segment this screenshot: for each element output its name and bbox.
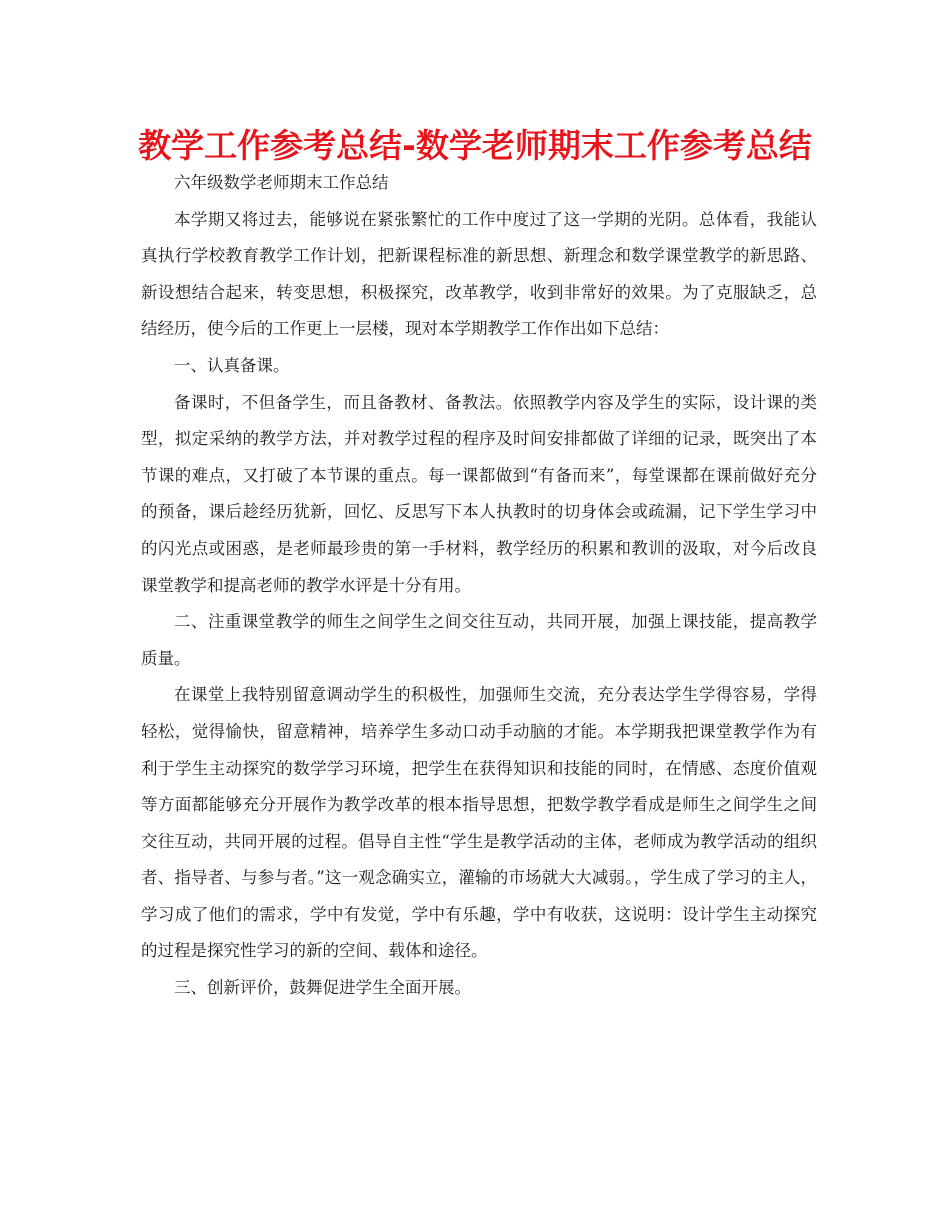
document-title: 教学工作参考总结-数学老师期末工作参考总结 <box>138 126 812 165</box>
paragraph-intro: 本学期又将过去，能够说在紧张繁忙的工作中度过了这一学期的光阴。总体看，我能认真执行学校教育教学工作计划，把新课程标准的新思想、新理念和数学课堂教学的新思路、新设想结合起来，转变思想，积极探究，改革教学，收到非常好的效果。为了克服缺乏，总结经历，使今后的工作更上一层楼，现对本学期教学工作作出如下总结： <box>141 209 817 339</box>
paragraph-lesson-prep: 备课时，不但备学生，而且备教材、备教法。依照教学内容及学生的实际，设计课的类型，拟定采纳的教学方法，并对教学过程的程序及时间安排都做了详细的记录，既突出了本节课的难点，又打破了本节课的重点。每一课都做到“有备而来”，每堂课都在课前做好充分的预备，课后趁经历犹新，回忆、反思写下本人执教时的切身体会或疏漏，记下学生学习中的闪光点或困惑，是老师最珍贵的第一手材料，教学经历的积累和教训的汲取，对今后改良课堂教学和提高老师的教学水评是十分有用。 <box>141 392 817 595</box>
document-body <box>141 165 817 1007</box>
section-heading-3: 三、创新评价，鼓舞促进学生全面开展。 <box>174 978 471 998</box>
document-subtitle: 六年级数学老师期末工作总结 <box>174 173 389 192</box>
section-heading-2: 二、注重课堂教学的师生之间学生之间交往互动，共同开展，加强上课技能，提高教学质量。 <box>141 612 817 668</box>
section-heading-1: 一、认真备课。 <box>174 355 290 375</box>
paragraph-classroom: 在课堂上我特别留意调动学生的积极性，加强师生交流，充分表达学生学得容易，学得轻松，觉得愉快，留意精神，培养学生多动口动手动脑的才能。本学期我把课堂教学作为有利于学生主动探究的数学学习环境，把学生在获得知识和技能的同时，在情感、态度价值观等方面都能够充分开展作为教学改革的根本指导思想，把数学教学看成是师生之间学生之间交往互动，共同开展的过程。倡导自主性“学生是教学活动的主体，老师成为教学活动的组织者、指导者、与参与者。”这一观念确实立，灌输的市场就大大减弱。，学生成了学习的主人，学习成了他们的需求，学中有发觉，学中有乐趣，学中有收获，这说明：设计学生主动探究的过程是探究性学习的新的空间、载体和途径。 <box>141 685 817 961</box>
